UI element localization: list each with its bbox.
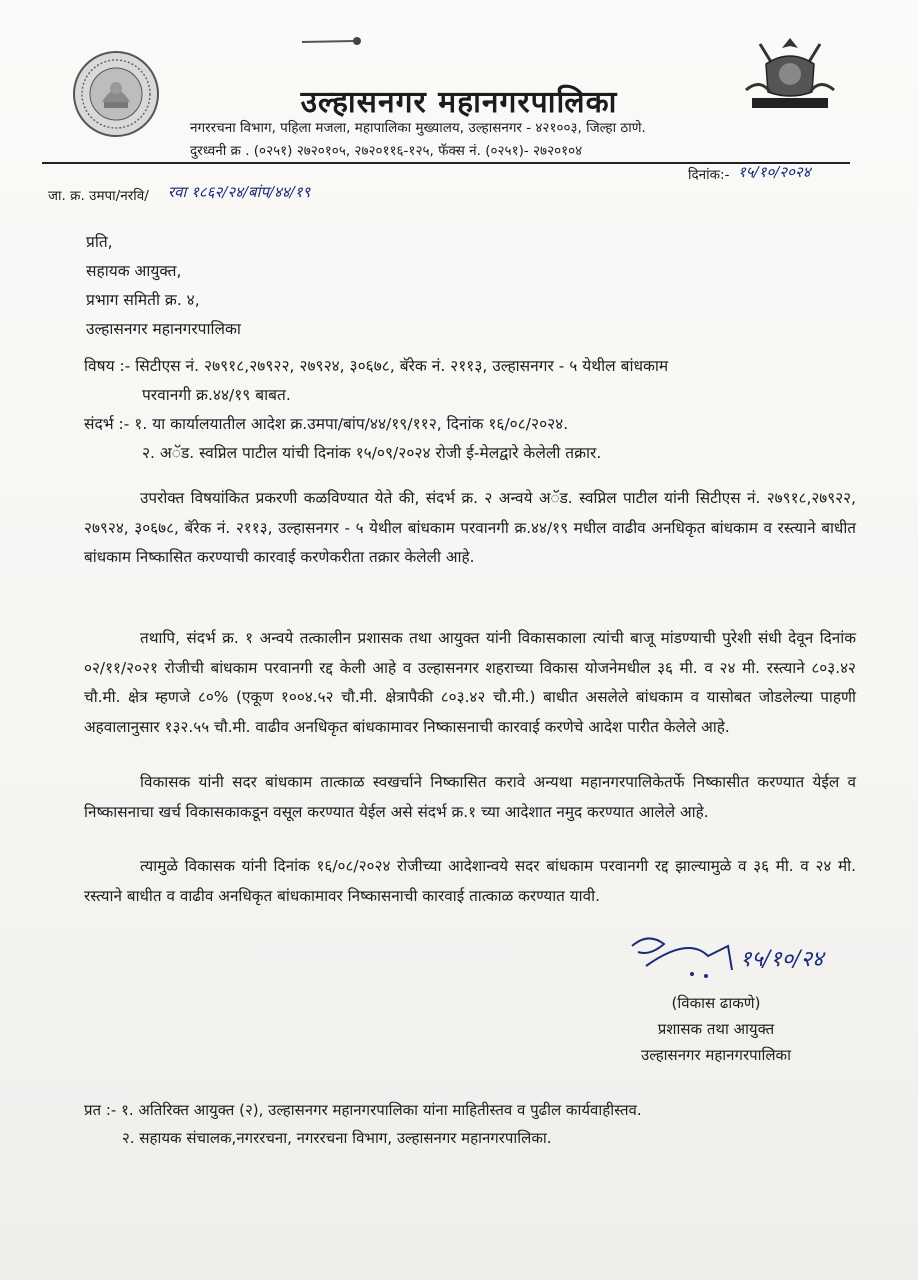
subject-line: परवानगी क्र.४४/१९ बाबत. <box>142 386 291 404</box>
signatory-name: (विकास ढाकणे) <box>671 994 761 1012</box>
org-phone: दुरध्वनी क्र . (०२५१) २७२०१०५, २७२०११६-१२५, फॅक्स नं. (०२५१)- २७२०१०४ <box>190 143 583 159</box>
signatory-org: उल्हासनगर महानगरपालिका <box>641 1046 791 1064</box>
copy-to-block <box>84 1096 642 1152</box>
reference-number-label: जा. क्र. उमपा/नरवि/ <box>48 188 149 204</box>
signature-icon <box>628 926 858 998</box>
reference-line: संदर्भ :- १. या कार्यालयातील आदेश क्र.उमपा/बांप/४४/१९/११२, दिनांक १६/०८/२०२४. <box>84 415 569 433</box>
subject-line: विषय :- सिटीएस नं. २७९१८,२७९२२, २७९२४, ३०६७८, बॅरेक नं. २११३, उल्हासनगर - ५ येथील बांधकाम <box>84 357 669 375</box>
signature-date: १५/१०/२४ <box>740 947 824 972</box>
header-divider <box>42 162 850 164</box>
references-block <box>84 410 864 468</box>
date-label: दिनांक:- <box>688 167 730 183</box>
reference-number-handwritten: रवा १८६२/२४/बांप/४४/१९ <box>168 183 311 201</box>
nail-mark-icon <box>300 36 364 48</box>
date-handwritten: १५/१०/२०२४ <box>738 163 811 181</box>
reference-line: २. अॅड. स्वप्निल पाटील यांची दिनांक १५/०९/२०२४ रोजी ई-मेलद्वारे केलेली तक्रार. <box>142 444 602 462</box>
recipient-block <box>86 228 241 344</box>
paragraph-4: त्यामुळे विकासक यांनी दिनांक १६/०८/२०२४ रोजीच्या आदेशान्वये सदर बांधकाम परवानगी रद्द झाल्यामुळे व ३६ मी. व २४ मी. रस्त्याने बाधीत व वाढीव अनधिकृत बांधकामावर निष्कासनाची कारवाई तात्काळ करण्यात यावी. <box>84 857 856 905</box>
copy-to-line: प्रत :- १. अतिरिक्त आयुक्त (२), उल्हासनगर महानगरपालिका यांना माहितीस्तव व पुढील कार्यवाहीस्तव. <box>84 1101 642 1119</box>
recipient-line: सहायक आयुक्त, <box>86 262 182 280</box>
recipient-line: प्रति, <box>86 233 113 251</box>
paragraph-1: उपरोक्त विषयांकित प्रकरणी कळविण्यात येते की, संदर्भ क्र. २ अन्वये अॅड. स्वप्निल पाटील यांनी सिटीएस नं. २७९१८,२७९२२, २७९२४, ३०६७८, बॅरेक नं. २११३, उल्हासनगर - ५ येथील बांधकाम परवानगी क्र.४४/१९ मधील वाढीव अनधिकृत बांधकाम व रस्त्याने बाधीत बांधकाम निष्कासित करण्याची कारवाई करणेकरीता तक्रार केलेली आहे. <box>84 489 856 566</box>
org-address: नगररचना विभाग, पहिला मजला, महापालिका मुख्यालय, उल्हासनगर - ४२१००३, जिल्हा ठाणे. <box>190 120 646 136</box>
paragraph-2: तथापि, संदर्भ क्र. १ अन्वये तत्कालीन प्रशासक तथा आयुक्त यांनी विकासकाला त्यांची बाजू मांडण्याची पुरेशी संधी देवून दिनांक ०२/११/२०२१ रोजीची बांधकाम परवानगी रद्द केली आहे व उल्हासनगर शहराच्या विकास योजनेमधील ३६ मी. व २४ मी. रस्त्याने ८०३.४२ चौ.मी. क्षेत्र म्हणजे ८०% (एकूण १००४.५२ चौ.मी. क्षेत्रापैकी ८०३.४२ चौ.मी.) बाधीत असलेले बांधकाम व यासोबत जोडलेल्या पाहणी अहवालानुसार १३२.५५ चौ.मी. वाढीव अनधिकृत बांधकामावर निष्कासनाची कारवाई करणेचे आदेश पारीत केलेले आहे. <box>84 629 856 736</box>
org-title: उल्हासनगर महानगरपालिका <box>300 85 618 120</box>
signatory-block <box>600 990 832 1068</box>
signatory-designation: प्रशासक तथा आयुक्त <box>657 1020 775 1038</box>
subject-block <box>84 352 844 410</box>
copy-to-line: २. सहायक संचालक,नगररचना, नगररचना विभाग, उल्हासनगर महानगरपालिका. <box>122 1129 552 1147</box>
recipient-line: प्रभाग समिती क्र. ४, <box>86 291 200 309</box>
paragraph-3: विकासक यांनी सदर बांधकाम तात्काळ स्वखर्चाने निष्कासित करावे अन्यथा महानगरपालिकेतर्फे निष्कासीत करण्यात येईल व निष्कासनाचा खर्च विकासकाकडून वसूल करण्यात येईल असे संदर्भ क्र.१ च्या आदेशात नमुद करण्यात आलेले आहे. <box>84 773 856 821</box>
recipient-line: उल्हासनगर महानगरपालिका <box>86 320 241 338</box>
